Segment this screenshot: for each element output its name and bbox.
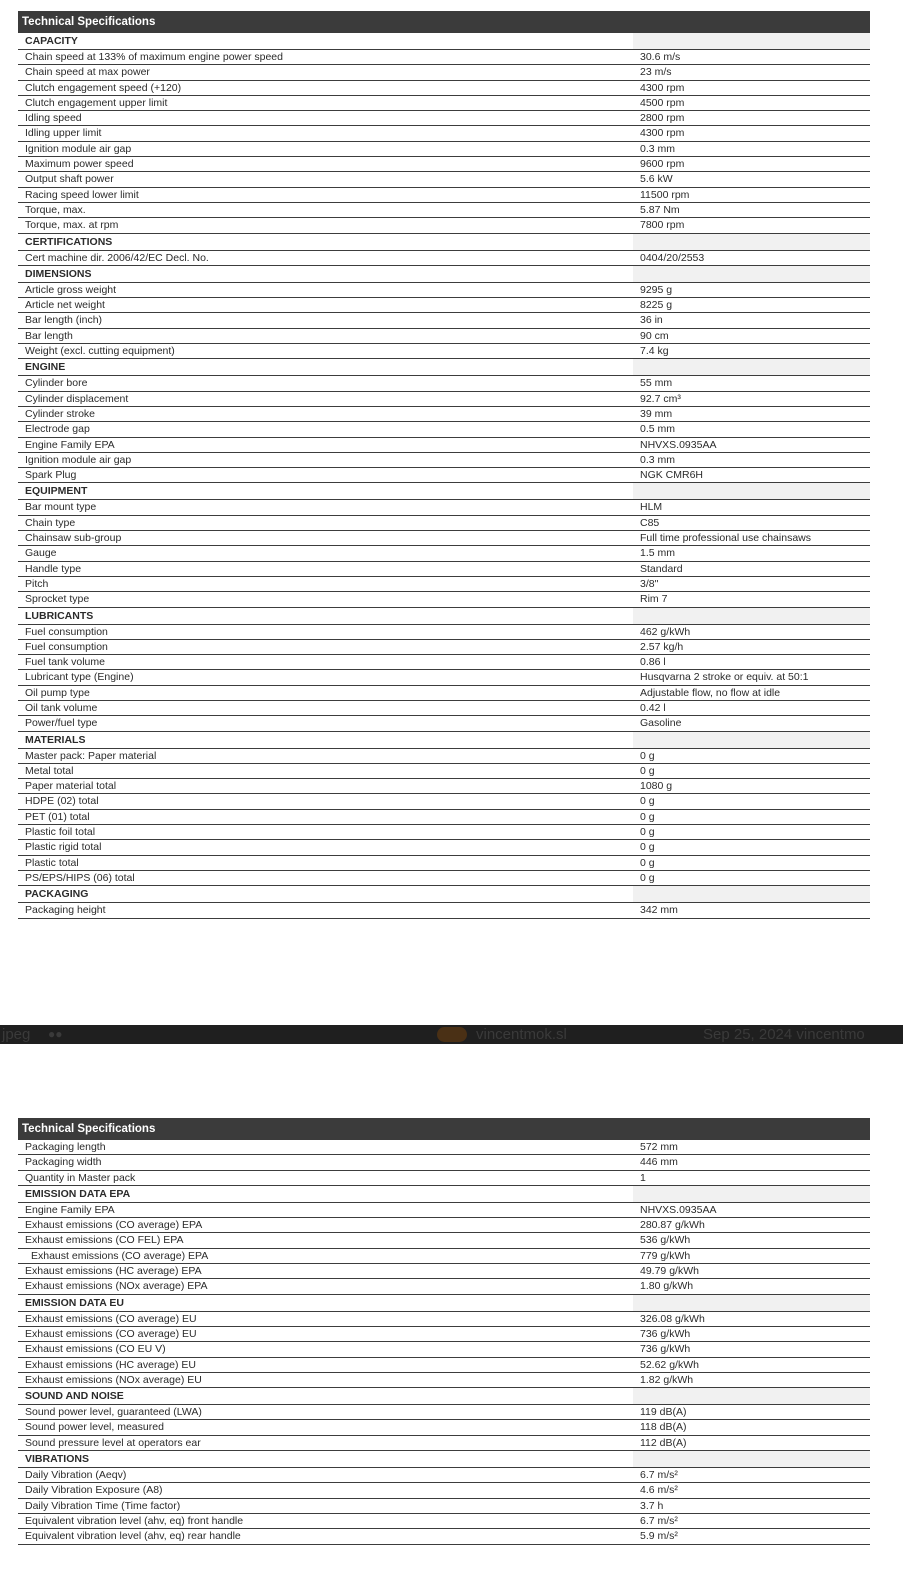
spec-value	[633, 1186, 870, 1202]
spec-label: Sprocket type	[25, 593, 90, 606]
spec-value: 0 g	[640, 795, 655, 808]
spec-value: 0 g	[640, 841, 655, 854]
spec-value: 39 mm	[640, 407, 673, 420]
spec-value	[633, 732, 870, 748]
spec-label: Ignition module air gap	[25, 453, 132, 466]
shared-users-icon: ●●	[48, 1027, 63, 1041]
spec-value	[633, 483, 870, 499]
table-row	[18, 142, 870, 157]
table-row	[18, 1203, 870, 1218]
spec-label: Fuel tank volume	[25, 656, 105, 669]
table-row	[18, 422, 870, 437]
table-row	[18, 764, 870, 779]
spec-label: Exhaust emissions (CO average) EPA	[25, 1219, 203, 1232]
spec-value: 119 dB(A)	[640, 1406, 687, 1419]
spec-value: 572 mm	[640, 1141, 678, 1153]
spec-label: Exhaust emissions (CO average) EU	[25, 1312, 197, 1325]
spec-label: Plastic total	[25, 856, 79, 869]
spec-value: 4300 rpm	[640, 127, 685, 140]
table-row	[18, 157, 870, 172]
spec-table-page-1	[18, 11, 870, 919]
table-row	[18, 716, 870, 731]
table-row	[18, 218, 870, 233]
spec-rows	[18, 33, 870, 919]
spec-label: Ignition module air gap	[25, 142, 132, 155]
spec-label: Cylinder stroke	[25, 407, 96, 420]
spec-value: 118 dB(A)	[640, 1421, 687, 1434]
table-row	[18, 577, 870, 592]
spec-value: C85	[640, 516, 660, 529]
spec-value: 4500 rpm	[640, 96, 685, 109]
table-row	[18, 1155, 870, 1170]
spec-value: 736 g/kWh	[640, 1327, 691, 1340]
spec-label: Engine Family EPA	[25, 1203, 115, 1216]
table-row	[18, 1140, 870, 1155]
spec-value: 49.79 g/kWh	[640, 1265, 699, 1278]
spec-value: 5.87 Nm	[640, 203, 680, 216]
spec-label: Engine Family EPA	[25, 438, 115, 451]
spec-value: 0 g	[640, 764, 655, 777]
spec-label: Exhaust emissions (HC average) EU	[25, 1358, 196, 1371]
table-row	[18, 81, 870, 96]
spec-label: Exhaust emissions (NOx average) EPA	[25, 1280, 208, 1293]
username-label: vincentmok.sl	[476, 1026, 567, 1043]
table-row	[18, 438, 870, 453]
spec-label: Quantity in Master pack	[25, 1171, 136, 1184]
spec-value: Gasoline	[640, 717, 682, 730]
spec-value: Rim 7	[640, 593, 668, 606]
spec-rows	[18, 1140, 870, 1545]
spec-label: Equivalent vibration level (ahv, eq) front handle	[25, 1514, 244, 1527]
spec-value: 536 g/kWh	[640, 1234, 691, 1247]
spec-value: NHVXS.0935AA	[640, 438, 717, 451]
spec-value: NGK CMR6H	[640, 469, 704, 482]
spec-label: Fuel consumption	[25, 625, 108, 638]
spec-value	[633, 33, 870, 49]
spec-label: Idling speed	[25, 112, 82, 125]
table-title: Technical Specifications	[18, 1118, 870, 1140]
spec-label: HDPE (02) total	[25, 795, 99, 808]
spec-label: Handle type	[25, 562, 82, 575]
table-row	[18, 1312, 870, 1327]
spec-value: 92.7 cm³	[640, 392, 681, 405]
section-title: DIMENSIONS	[25, 267, 92, 280]
section-heading	[18, 1295, 870, 1312]
spec-value: Full time professional use chainsaws	[640, 532, 811, 545]
spec-label: Idling upper limit	[25, 127, 102, 140]
image-viewer-bar	[0, 1025, 903, 1044]
section-heading	[18, 359, 870, 376]
spec-label: Packaging length	[25, 1141, 106, 1153]
spec-label: Clutch engagement upper limit	[25, 96, 168, 109]
spec-value: 0404/20/2553	[640, 251, 705, 264]
spec-value	[633, 266, 870, 282]
spec-label: Packaging width	[25, 1156, 102, 1169]
spec-label: Article gross weight	[25, 283, 117, 296]
table-row	[18, 468, 870, 483]
section-heading	[18, 266, 870, 283]
table-row	[18, 376, 870, 391]
spec-label: Sound power level, guaranteed (LWA)	[25, 1406, 202, 1419]
table-row	[18, 1358, 870, 1373]
spec-label: Packaging height	[25, 904, 106, 917]
spec-label: Cylinder displacement	[25, 392, 129, 405]
table-row	[18, 65, 870, 80]
table-row	[18, 810, 870, 825]
spec-value: 280.87 g/kWh	[640, 1219, 705, 1232]
spec-label: Oil tank volume	[25, 701, 98, 714]
avatar	[437, 1027, 467, 1042]
spec-label: Fuel consumption	[25, 640, 108, 653]
section-heading	[18, 1186, 870, 1203]
table-row	[18, 625, 870, 640]
spec-label: Chain speed at max power	[25, 66, 150, 79]
spec-value: 36 in	[640, 314, 663, 327]
spec-label: Bar mount type	[25, 501, 97, 514]
spec-value: 0 g	[640, 826, 655, 839]
spec-label: Oil pump type	[25, 686, 90, 699]
table-row	[18, 203, 870, 218]
table-row	[18, 840, 870, 855]
spec-value: 4300 rpm	[640, 81, 685, 94]
spec-value: 1	[640, 1171, 646, 1184]
spec-label: Exhaust emissions (NOx average) EU	[25, 1373, 202, 1386]
table-row	[18, 562, 870, 577]
table-row	[18, 871, 870, 886]
spec-label: Bar length (inch)	[25, 314, 103, 327]
table-row	[18, 96, 870, 111]
spec-value: 5.6 kW	[640, 173, 673, 186]
table-row	[18, 1279, 870, 1294]
table-row	[18, 686, 870, 701]
spec-value	[633, 359, 870, 375]
table-row	[18, 126, 870, 141]
spec-value: 3.7 h	[640, 1499, 664, 1512]
spec-label: Output shaft power	[25, 173, 114, 186]
spec-value: 779 g/kWh	[640, 1249, 691, 1262]
spec-value	[633, 608, 870, 624]
table-row	[18, 903, 870, 918]
spec-label: PET (01) total	[25, 810, 90, 823]
table-row	[18, 749, 870, 764]
spec-value: 90 cm	[640, 329, 669, 342]
section-title: MATERIALS	[25, 733, 86, 746]
spec-label: Sound power level, measured	[25, 1421, 164, 1434]
section-title: EQUIPMENT	[25, 485, 88, 498]
table-row	[18, 701, 870, 716]
spec-label: Bar length	[25, 329, 73, 342]
spec-label: Maximum power speed	[25, 158, 134, 171]
spec-value: 11500 rpm	[640, 188, 690, 201]
table-row	[18, 1233, 870, 1248]
section-heading	[18, 1451, 870, 1468]
section-title: ENGINE	[25, 361, 66, 374]
spec-label: Electrode gap	[25, 423, 90, 436]
spec-value: 9600 rpm	[640, 158, 685, 171]
spec-value: 0 g	[640, 856, 655, 869]
spec-value: Standard	[640, 562, 683, 575]
spec-label: Spark Plug	[25, 469, 77, 482]
spec-value	[633, 1295, 870, 1311]
spec-label: Metal total	[25, 764, 74, 777]
spec-label: Lubricant type (Engine)	[25, 671, 134, 684]
table-row	[18, 1342, 870, 1357]
spec-table-page-2	[18, 1118, 870, 1545]
spec-value: 23 m/s	[640, 66, 672, 79]
spec-value: Husqvarna 2 stroke or equiv. at 50:1	[640, 671, 809, 684]
spec-value: 462 g/kWh	[640, 625, 691, 638]
table-row	[18, 1499, 870, 1514]
table-row	[18, 546, 870, 561]
spec-value: 0.42 l	[640, 701, 666, 714]
table-row	[18, 1218, 870, 1233]
spec-value: 736 g/kWh	[640, 1343, 691, 1356]
table-row	[18, 251, 870, 266]
table-row	[18, 188, 870, 203]
spec-label: Exhaust emissions (CO average) EU	[25, 1327, 197, 1340]
spec-value: 3/8"	[640, 577, 659, 590]
table-row	[18, 111, 870, 126]
spec-label: Racing speed lower limit	[25, 188, 139, 201]
table-row	[18, 1171, 870, 1186]
spec-label: Daily Vibration (Aeqv)	[25, 1469, 127, 1482]
spec-label: Weight (excl. cutting equipment)	[25, 345, 175, 358]
spec-value: 30.6 m/s	[640, 51, 681, 63]
section-title: LUBRICANTS	[25, 609, 94, 622]
spec-label: Paper material total	[25, 780, 117, 793]
section-title: CERTIFICATIONS	[25, 235, 113, 248]
table-row	[18, 1468, 870, 1483]
table-row	[18, 1514, 870, 1529]
table-row	[18, 670, 870, 685]
table-row	[18, 392, 870, 407]
section-title: EMISSION DATA EPA	[25, 1187, 131, 1200]
spec-value: 326.08 g/kWh	[640, 1312, 705, 1325]
table-row	[18, 1373, 870, 1388]
spec-value: 8225 g	[640, 299, 673, 312]
table-row	[18, 655, 870, 670]
spec-label: Chain speed at 133% of maximum engine power speed	[25, 51, 283, 63]
section-heading	[18, 234, 870, 251]
spec-value: Adjustable flow, no flow at idle	[640, 686, 781, 699]
table-row	[18, 592, 870, 607]
spec-label: Daily Vibration Exposure (A8)	[25, 1484, 163, 1497]
spec-value	[633, 234, 870, 250]
spec-value: 0 g	[640, 749, 655, 762]
table-row	[18, 313, 870, 328]
table-row	[18, 453, 870, 468]
spec-label: Exhaust emissions (CO average) EPA	[31, 1249, 209, 1262]
spec-label: Exhaust emissions (HC average) EPA	[25, 1265, 202, 1278]
spec-label: Article net weight	[25, 299, 105, 312]
table-row	[18, 516, 870, 531]
spec-value: HLM	[640, 501, 663, 514]
spec-value: 1.5 mm	[640, 547, 676, 560]
table-row	[18, 1529, 870, 1544]
spec-value: 1.80 g/kWh	[640, 1280, 694, 1293]
table-row	[18, 500, 870, 515]
spec-label: Torque, max.	[25, 203, 86, 216]
table-row	[18, 856, 870, 871]
table-row	[18, 50, 870, 65]
spec-value: 6.7 m/s²	[640, 1514, 678, 1527]
spec-value: 1.82 g/kWh	[640, 1373, 694, 1386]
table-row	[18, 1436, 870, 1451]
spec-label: Pitch	[25, 577, 49, 590]
spec-label: PS/EPS/HIPS (06) total	[25, 871, 135, 884]
spec-value: 52.62 g/kWh	[640, 1358, 699, 1371]
table-row	[18, 1249, 870, 1264]
spec-value: 0.86 l	[640, 656, 666, 669]
section-heading	[18, 483, 870, 500]
spec-value: NHVXS.0935AA	[640, 1203, 717, 1216]
spec-label: Power/fuel type	[25, 717, 98, 730]
spec-label: Plastic foil total	[25, 826, 96, 839]
spec-value: 5.9 m/s²	[640, 1530, 678, 1543]
spec-label: Chain type	[25, 516, 76, 529]
spec-label: Master pack: Paper material	[25, 749, 157, 762]
section-title: VIBRATIONS	[25, 1453, 89, 1466]
table-row	[18, 172, 870, 187]
spec-label: Daily Vibration Time (Time factor)	[25, 1499, 181, 1512]
spec-value	[633, 1388, 870, 1404]
table-row	[18, 1483, 870, 1498]
spec-label: Equivalent vibration level (ahv, eq) rear handle	[25, 1530, 241, 1543]
spec-value: 342 mm	[640, 904, 678, 917]
spec-value: 1080 g	[640, 780, 673, 793]
section-title: CAPACITY	[25, 35, 78, 47]
spec-value: 7800 rpm	[640, 219, 685, 232]
table-row	[18, 298, 870, 313]
spec-value: 0.5 mm	[640, 423, 676, 436]
table-row	[18, 794, 870, 809]
spec-label: Clutch engagement speed (+120)	[25, 81, 182, 94]
spec-label: Chainsaw sub-group	[25, 532, 122, 545]
table-row	[18, 1327, 870, 1342]
spec-value: 112 dB(A)	[640, 1436, 687, 1449]
table-title: Technical Specifications	[18, 11, 870, 33]
spec-label: Gauge	[25, 547, 57, 560]
spec-label: Cert machine dir. 2006/42/EC Decl. No.	[25, 251, 209, 264]
table-row	[18, 779, 870, 794]
spec-value: 0 g	[640, 871, 655, 884]
section-title: PACKAGING	[25, 888, 89, 901]
section-title: EMISSION DATA EU	[25, 1296, 124, 1309]
file-type-label: jpeg	[2, 1026, 31, 1043]
spec-value: 0 g	[640, 810, 655, 823]
spec-label: Torque, max. at rpm	[25, 219, 119, 232]
spec-value: 4.6 m/s²	[640, 1484, 678, 1497]
spec-value: 0.3 mm	[640, 453, 676, 466]
section-heading	[18, 732, 870, 749]
spec-label: Sound pressure level at operators ear	[25, 1436, 201, 1449]
table-row	[18, 329, 870, 344]
table-row	[18, 825, 870, 840]
table-row	[18, 640, 870, 655]
spec-label: Exhaust emissions (CO EU V)	[25, 1343, 166, 1356]
table-row	[18, 407, 870, 422]
section-title: SOUND AND NOISE	[25, 1390, 124, 1403]
table-row	[18, 1264, 870, 1279]
spec-label: Cylinder bore	[25, 377, 88, 390]
spec-value: 0.3 mm	[640, 142, 676, 155]
section-heading	[18, 33, 870, 50]
spec-label: Plastic rigid total	[25, 841, 102, 854]
date-label: Sep 25, 2024 vincentmo	[703, 1026, 865, 1043]
spec-value: 6.7 m/s²	[640, 1469, 678, 1482]
table-row	[18, 531, 870, 546]
section-heading	[18, 886, 870, 903]
table-row	[18, 283, 870, 298]
section-heading	[18, 1388, 870, 1405]
spec-value: 446 mm	[640, 1156, 678, 1169]
spec-value	[633, 1451, 870, 1467]
spec-value: 9295 g	[640, 283, 673, 296]
table-row	[18, 1420, 870, 1435]
table-row	[18, 1405, 870, 1420]
spec-value: 2.57 kg/h	[640, 640, 684, 653]
spec-value	[633, 886, 870, 902]
spec-value: 7.4 kg	[640, 345, 669, 358]
section-heading	[18, 608, 870, 625]
spec-value: 55 mm	[640, 377, 673, 390]
spec-label: Exhaust emissions (CO FEL) EPA	[25, 1234, 184, 1247]
spec-value: 2800 rpm	[640, 112, 685, 125]
table-row	[18, 344, 870, 359]
